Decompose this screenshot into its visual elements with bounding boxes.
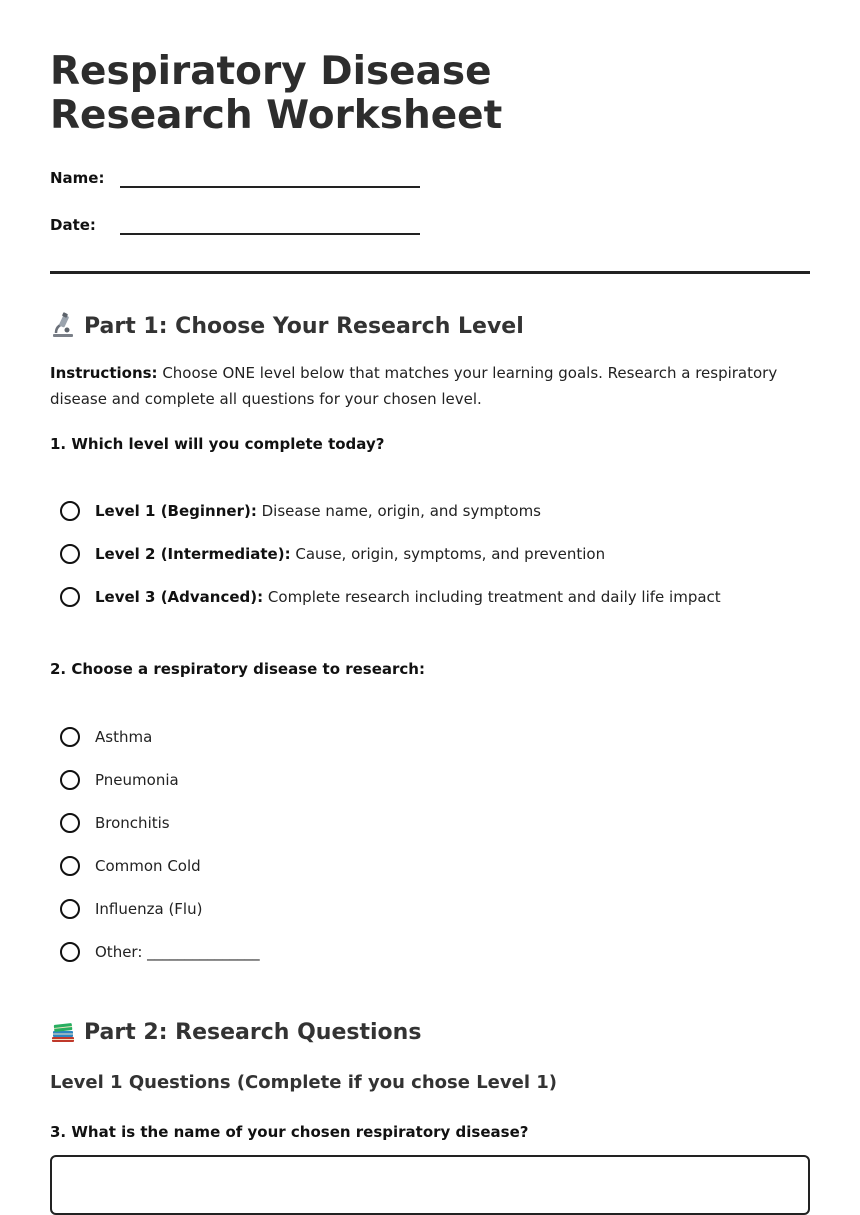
level-2-text	[95, 545, 605, 563]
instructions-lead: Instructions:	[50, 364, 158, 382]
level-1-radio[interactable]	[60, 501, 80, 521]
part1-heading-text: Part 1: Choose Your Research Level	[84, 314, 524, 339]
part2-heading	[50, 1018, 421, 1047]
disease-option-common-cold[interactable]	[60, 853, 201, 879]
question-1: 1. Which level will you complete today?	[50, 435, 385, 453]
disease-option-pneumonia[interactable]	[60, 767, 179, 793]
part1-heading	[50, 312, 524, 341]
level-1-label: Level 1 (Beginner):	[95, 502, 257, 520]
level-3-radio[interactable]	[60, 587, 80, 607]
level-1-text	[95, 502, 541, 520]
other-radio[interactable]	[60, 942, 80, 962]
books-icon	[50, 1018, 76, 1044]
name-input-line[interactable]	[120, 186, 420, 188]
disease-option-bronchitis[interactable]	[60, 810, 170, 836]
level-option-3[interactable]	[60, 584, 721, 610]
section-divider	[50, 271, 810, 274]
pneumonia-radio[interactable]	[60, 770, 80, 790]
common-cold-radio[interactable]	[60, 856, 80, 876]
level-2-desc: Cause, origin, symptoms, and prevention	[290, 545, 606, 563]
asthma-radio[interactable]	[60, 727, 80, 747]
disease-option-asthma[interactable]	[60, 724, 152, 750]
pneumonia-label: Pneumonia	[95, 771, 179, 789]
instructions-text	[50, 360, 810, 412]
level-3-text	[95, 588, 721, 606]
influenza-label: Influenza (Flu)	[95, 900, 203, 918]
level-2-label: Level 2 (Intermediate):	[95, 545, 291, 563]
level1-questions-heading: Level 1 Questions (Complete if you chose Level 1)	[50, 1072, 558, 1093]
bronchitis-label: Bronchitis	[95, 814, 170, 832]
question-2: 2. Choose a respiratory disease to research:	[50, 660, 425, 678]
disease-option-other[interactable]	[60, 939, 260, 965]
asthma-label: Asthma	[95, 728, 153, 746]
microscope-icon	[50, 312, 76, 338]
level-option-2[interactable]	[60, 541, 605, 567]
influenza-radio[interactable]	[60, 899, 80, 919]
level-option-1[interactable]	[60, 498, 541, 524]
name-field-row	[50, 165, 470, 191]
level-1-desc: Disease name, origin, and symptoms	[256, 502, 541, 520]
date-label: Date:	[50, 216, 96, 234]
question-3: 3. What is the name of your chosen respiratory disease?	[50, 1123, 529, 1141]
date-field-row	[50, 212, 470, 238]
name-label: Name:	[50, 169, 105, 187]
common-cold-label: Common Cold	[95, 857, 201, 875]
page-title: Respiratory Disease Research Worksheet	[50, 49, 503, 138]
date-input-line[interactable]	[120, 233, 420, 235]
disease-option-influenza[interactable]	[60, 896, 202, 922]
level-2-radio[interactable]	[60, 544, 80, 564]
other-label: Other: _______________	[95, 943, 260, 961]
level-3-label: Level 3 (Advanced):	[95, 588, 264, 606]
part2-heading-text: Part 2: Research Questions	[84, 1020, 422, 1045]
question-3-answer-box[interactable]	[50, 1155, 810, 1215]
bronchitis-radio[interactable]	[60, 813, 80, 833]
instructions-body: Choose ONE level below that matches your learning goals. Research a respiratory disease and complete all questions for your chosen level.	[50, 364, 778, 408]
level-3-desc: Complete research including treatment and daily life impact	[263, 588, 721, 606]
